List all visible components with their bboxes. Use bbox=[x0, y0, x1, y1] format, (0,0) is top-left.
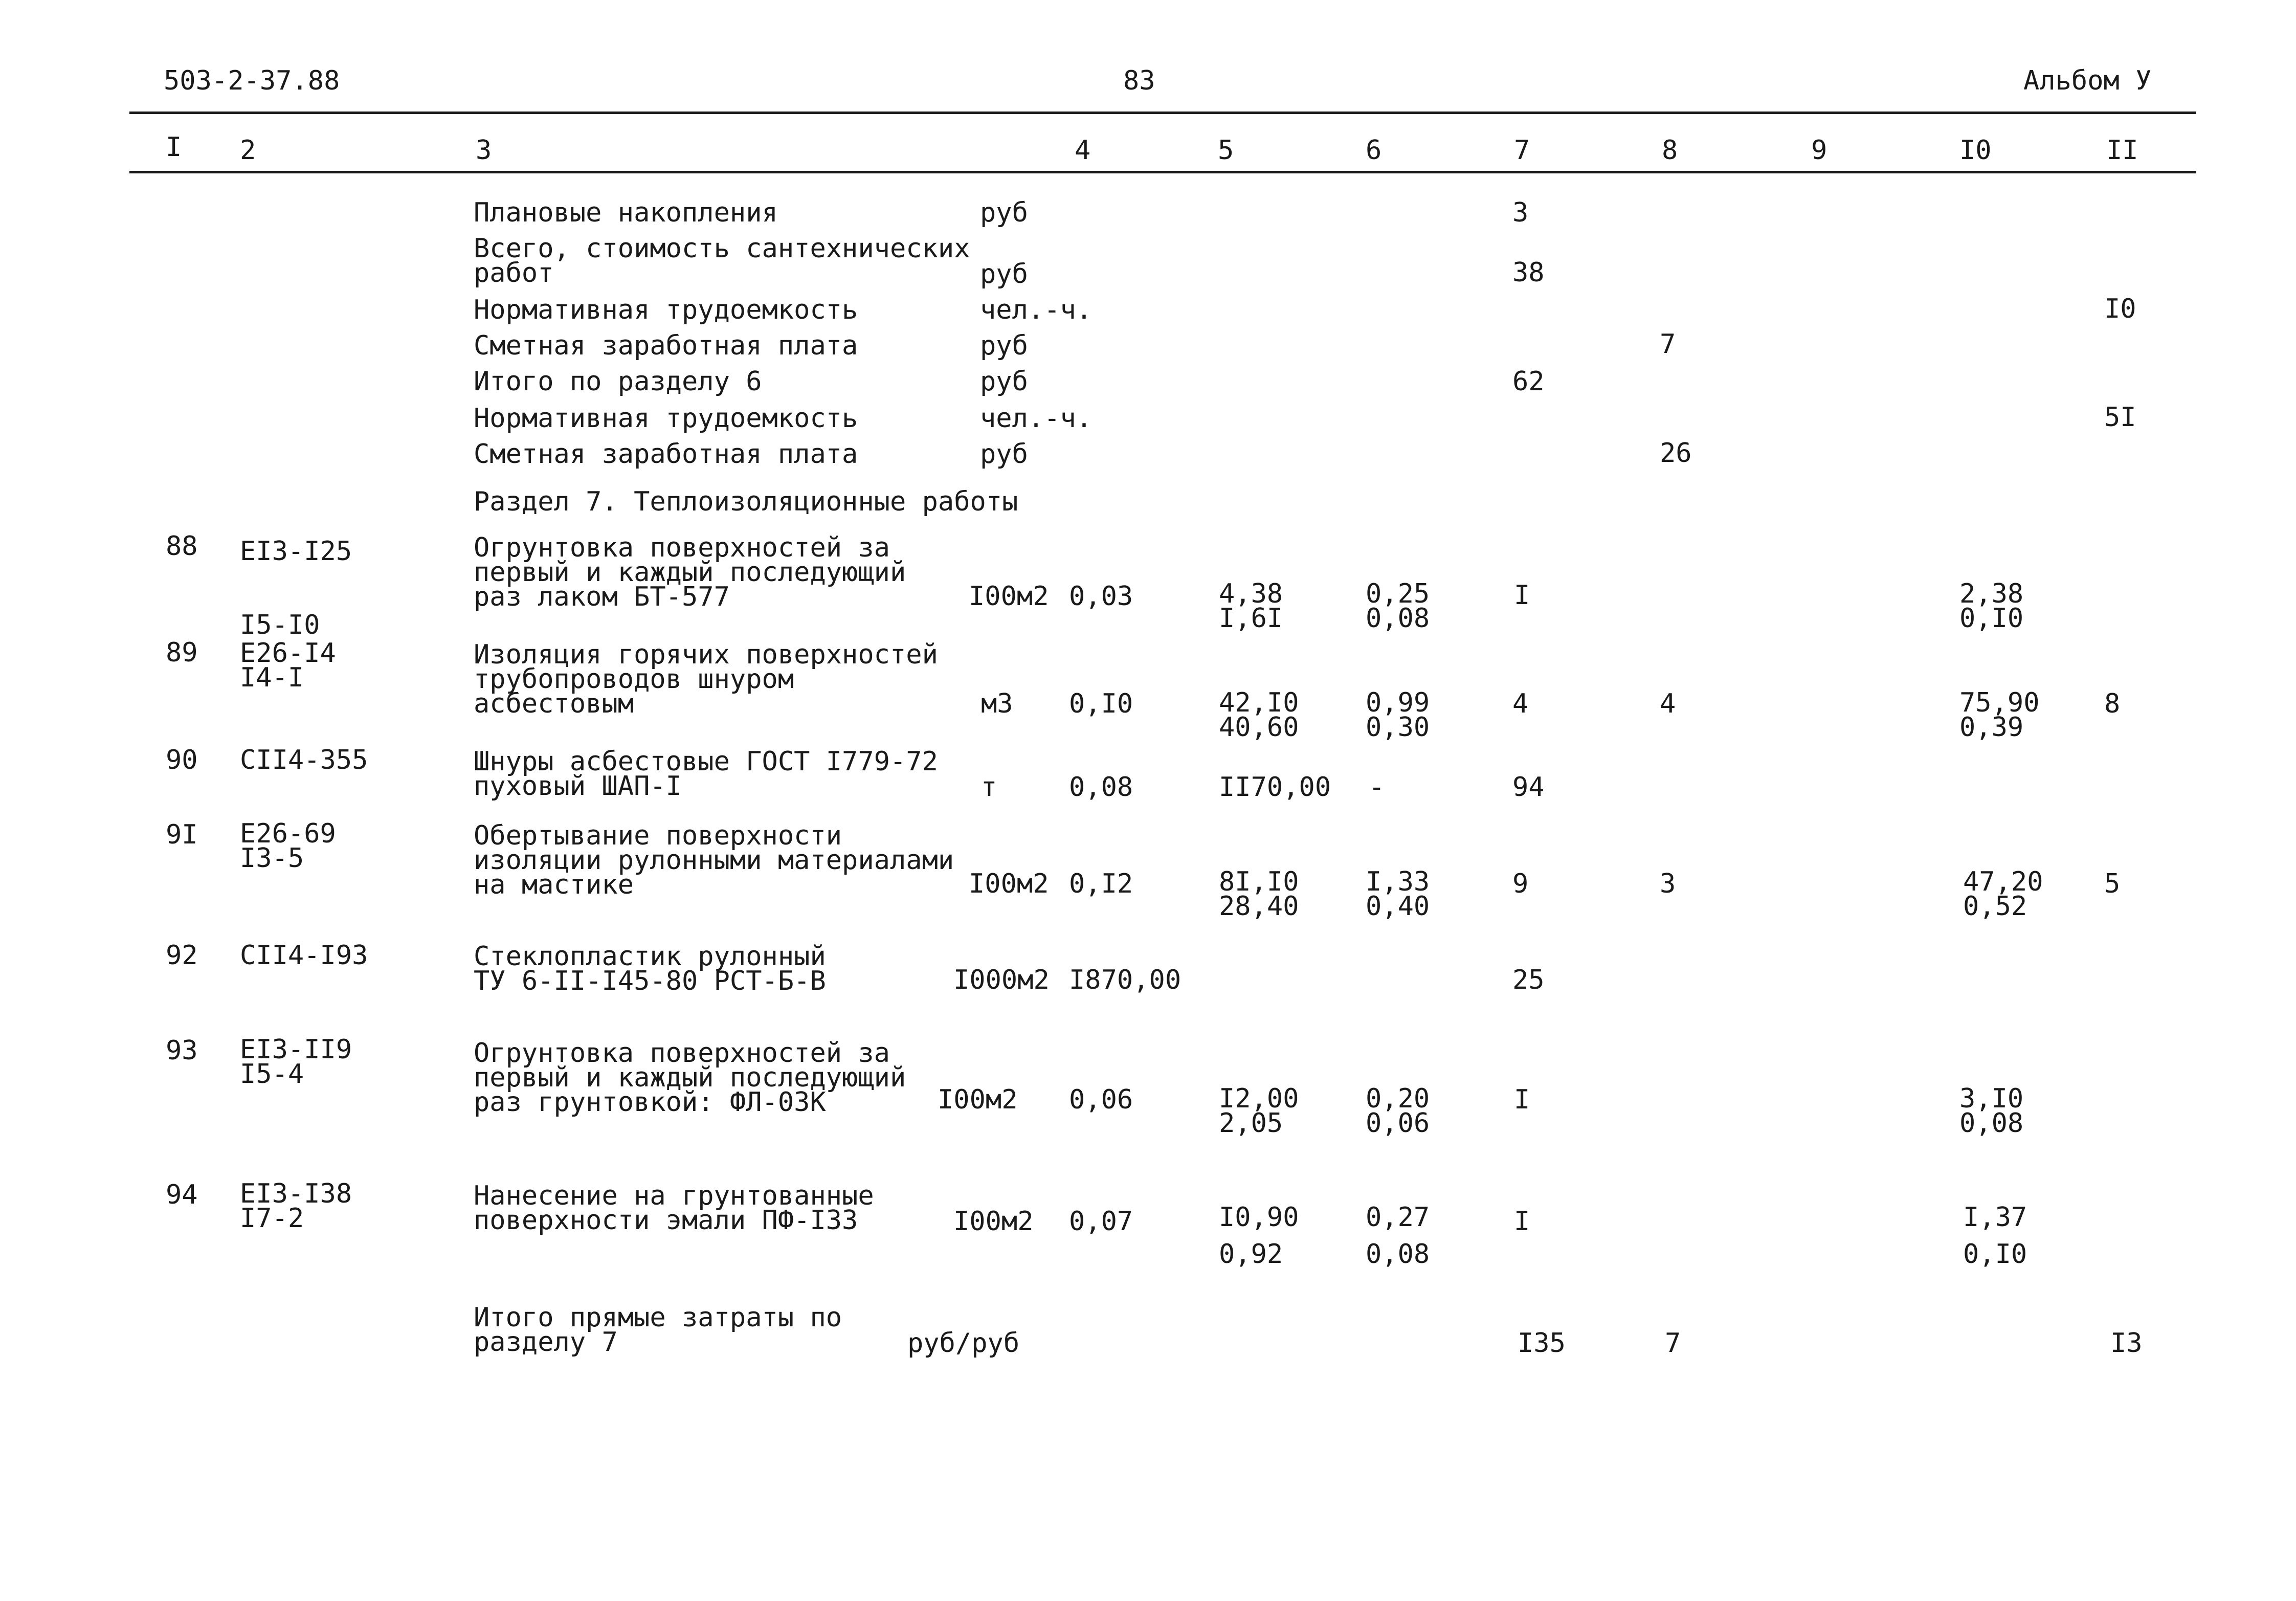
total-col11: I3 bbox=[2110, 1328, 2143, 1359]
row-col11: 5 bbox=[2104, 869, 2121, 899]
row-col7: 38 bbox=[1512, 257, 1545, 288]
row-col7: 25 bbox=[1512, 965, 1545, 995]
row-code: E26-69 I3-5 bbox=[240, 818, 336, 874]
header-rule-top bbox=[129, 112, 2196, 114]
row-unit: руб bbox=[980, 197, 1028, 228]
total-name: Итого прямые затраты по разделу 7 bbox=[474, 1302, 842, 1358]
column-number-7: 7 bbox=[1514, 135, 1530, 166]
row-quantity: 0,I0 bbox=[1069, 688, 1133, 719]
row-number: 94 bbox=[166, 1180, 198, 1210]
row-col7: I bbox=[1514, 1084, 1530, 1115]
row-col5: II70,00 bbox=[1219, 772, 1331, 803]
row-col5: I2,00 2,05 bbox=[1219, 1083, 1299, 1139]
row-col5: I0,90 0,92 bbox=[1219, 1202, 1299, 1270]
row-quantity: 0,03 bbox=[1069, 581, 1133, 612]
row-col6: 0,20 0,06 bbox=[1366, 1083, 1430, 1139]
row-col8: 26 bbox=[1660, 438, 1692, 469]
row-name: Обертывание поверхности изоляции рулонными материалами на мастике bbox=[474, 820, 954, 900]
row-unit: чел.-ч. bbox=[980, 295, 1093, 325]
total-col7: I35 bbox=[1518, 1328, 1566, 1359]
column-number-4: 4 bbox=[1075, 135, 1091, 166]
row-number: 9I bbox=[166, 819, 198, 850]
row-col5: 4,38 I,6I bbox=[1219, 579, 1283, 634]
row-col11: 8 bbox=[2104, 688, 2121, 719]
row-col10: 47,20 0,52 bbox=[1963, 866, 2043, 922]
section-heading: Раздел 7. Теплоизоляционные работы bbox=[474, 486, 1018, 517]
page-number: 83 bbox=[1123, 65, 1155, 96]
row-number: 88 bbox=[166, 531, 198, 562]
row-code: CII4-355 bbox=[240, 745, 368, 775]
row-name: Шнуры асбестовые ГОСТ I779-72 пуховый ШАП-I bbox=[474, 746, 938, 802]
row-number: 93 bbox=[166, 1035, 198, 1066]
row-number: 92 bbox=[166, 940, 198, 971]
row-name: Огрунтовка поверхностей за первый и каждый последующий раз грунтовкой: ФЛ-03К bbox=[474, 1038, 906, 1118]
column-number-10: I0 bbox=[1959, 135, 1992, 166]
row-code: EI3-I38 I7-2 bbox=[240, 1178, 352, 1234]
column-number-6: 6 bbox=[1366, 135, 1382, 166]
row-code: EI3-II9 I5-4 bbox=[240, 1034, 352, 1089]
row-name: Плановые накопления bbox=[474, 197, 778, 228]
row-col10: 75,90 0,39 bbox=[1959, 687, 2040, 743]
row-name: Нанесение на грунтованные поверхности эмали ПФ-I33 bbox=[474, 1181, 874, 1236]
total-unit: руб/руб bbox=[907, 1328, 1020, 1359]
row-col7: I bbox=[1514, 580, 1530, 611]
row-name: Огрунтовка поверхностей за первый и каждый последующий раз лаком БТ-577 bbox=[474, 532, 906, 612]
row-name: Нормативная трудоемкость bbox=[474, 295, 858, 325]
column-number-9: 9 bbox=[1811, 135, 1827, 166]
row-quantity: 0,I2 bbox=[1069, 869, 1133, 899]
row-col7: 4 bbox=[1512, 688, 1529, 719]
column-number-8: 8 bbox=[1662, 135, 1678, 166]
row-number: 89 bbox=[166, 637, 198, 668]
row-unit: руб bbox=[980, 439, 1028, 470]
row-col6: I,33 0,40 bbox=[1366, 866, 1430, 922]
row-name: Всего, стоимость сантехнических работ bbox=[474, 233, 970, 288]
row-col8: 7 bbox=[1660, 329, 1676, 360]
row-col11: I0 bbox=[2104, 294, 2136, 324]
row-code: EI3-I25 I5-I0 bbox=[240, 536, 352, 640]
row-unit: I00м2 bbox=[953, 1206, 1034, 1237]
row-col10: I,37 0,I0 bbox=[1963, 1202, 2027, 1270]
row-unit: I00м2 bbox=[938, 1084, 1018, 1115]
header-rule-bottom bbox=[129, 171, 2196, 173]
total-col8: 7 bbox=[1665, 1328, 1681, 1359]
row-quantity: I870,00 bbox=[1069, 965, 1182, 995]
row-name: Сметная заработная плата bbox=[474, 439, 858, 470]
row-col7: 62 bbox=[1512, 366, 1545, 397]
row-col10: 2,38 0,I0 bbox=[1959, 579, 2024, 634]
row-quantity: 0,07 bbox=[1069, 1206, 1133, 1237]
row-col6: - bbox=[1369, 772, 1385, 803]
row-name: Нормативная трудоемкость bbox=[474, 403, 858, 434]
row-col7: I bbox=[1514, 1206, 1530, 1237]
column-number-11: II bbox=[2106, 135, 2138, 166]
row-unit: чел.-ч. bbox=[980, 403, 1093, 434]
row-unit: м3 bbox=[981, 688, 1013, 719]
row-name: Сметная заработная плата bbox=[474, 330, 858, 361]
row-name: Изоляция горячих поверхностей трубопроводов шнуром асбестовым bbox=[474, 639, 938, 719]
document-code: 503-2-37.88 bbox=[164, 65, 340, 96]
column-number-5: 5 bbox=[1218, 135, 1234, 166]
row-col8: 4 bbox=[1660, 688, 1676, 719]
row-col7: 3 bbox=[1512, 197, 1529, 228]
row-unit: I00м2 bbox=[969, 869, 1049, 899]
row-col10: 3,I0 0,08 bbox=[1959, 1083, 2024, 1139]
row-unit: руб bbox=[980, 330, 1028, 361]
row-col8: 3 bbox=[1660, 869, 1676, 899]
row-unit: руб bbox=[980, 259, 1028, 290]
album-label: Альбом У bbox=[2023, 65, 2152, 96]
row-col11: 5I bbox=[2104, 402, 2136, 433]
row-unit: т bbox=[981, 772, 997, 803]
row-col7: 94 bbox=[1512, 772, 1545, 803]
row-unit: I00м2 bbox=[969, 581, 1049, 612]
column-number-3: 3 bbox=[476, 135, 492, 166]
row-name: Итого по разделу 6 bbox=[474, 366, 762, 397]
row-col6: 0,99 0,30 bbox=[1366, 687, 1430, 743]
row-code: E26-I4 I4-I bbox=[240, 638, 336, 693]
row-col5: 42,I0 40,60 bbox=[1219, 687, 1299, 743]
row-unit: руб bbox=[980, 366, 1028, 397]
row-unit: I000м2 bbox=[953, 965, 1050, 995]
row-col6: 0,25 0,08 bbox=[1366, 579, 1430, 634]
row-quantity: 0,08 bbox=[1069, 772, 1133, 803]
row-col5: 8I,I0 28,40 bbox=[1219, 866, 1299, 922]
row-name: Стеклопластик рулонный ТУ 6-II-I45-80 РСТ-Б-В bbox=[474, 941, 826, 996]
row-col7: 9 bbox=[1512, 869, 1529, 899]
row-number: 90 bbox=[166, 745, 198, 775]
column-number-2: 2 bbox=[240, 135, 256, 166]
row-code: CII4-I93 bbox=[240, 940, 368, 971]
row-quantity: 0,06 bbox=[1069, 1084, 1133, 1115]
column-number-1: I bbox=[166, 132, 182, 163]
row-col6: 0,27 0,08 bbox=[1366, 1202, 1430, 1270]
